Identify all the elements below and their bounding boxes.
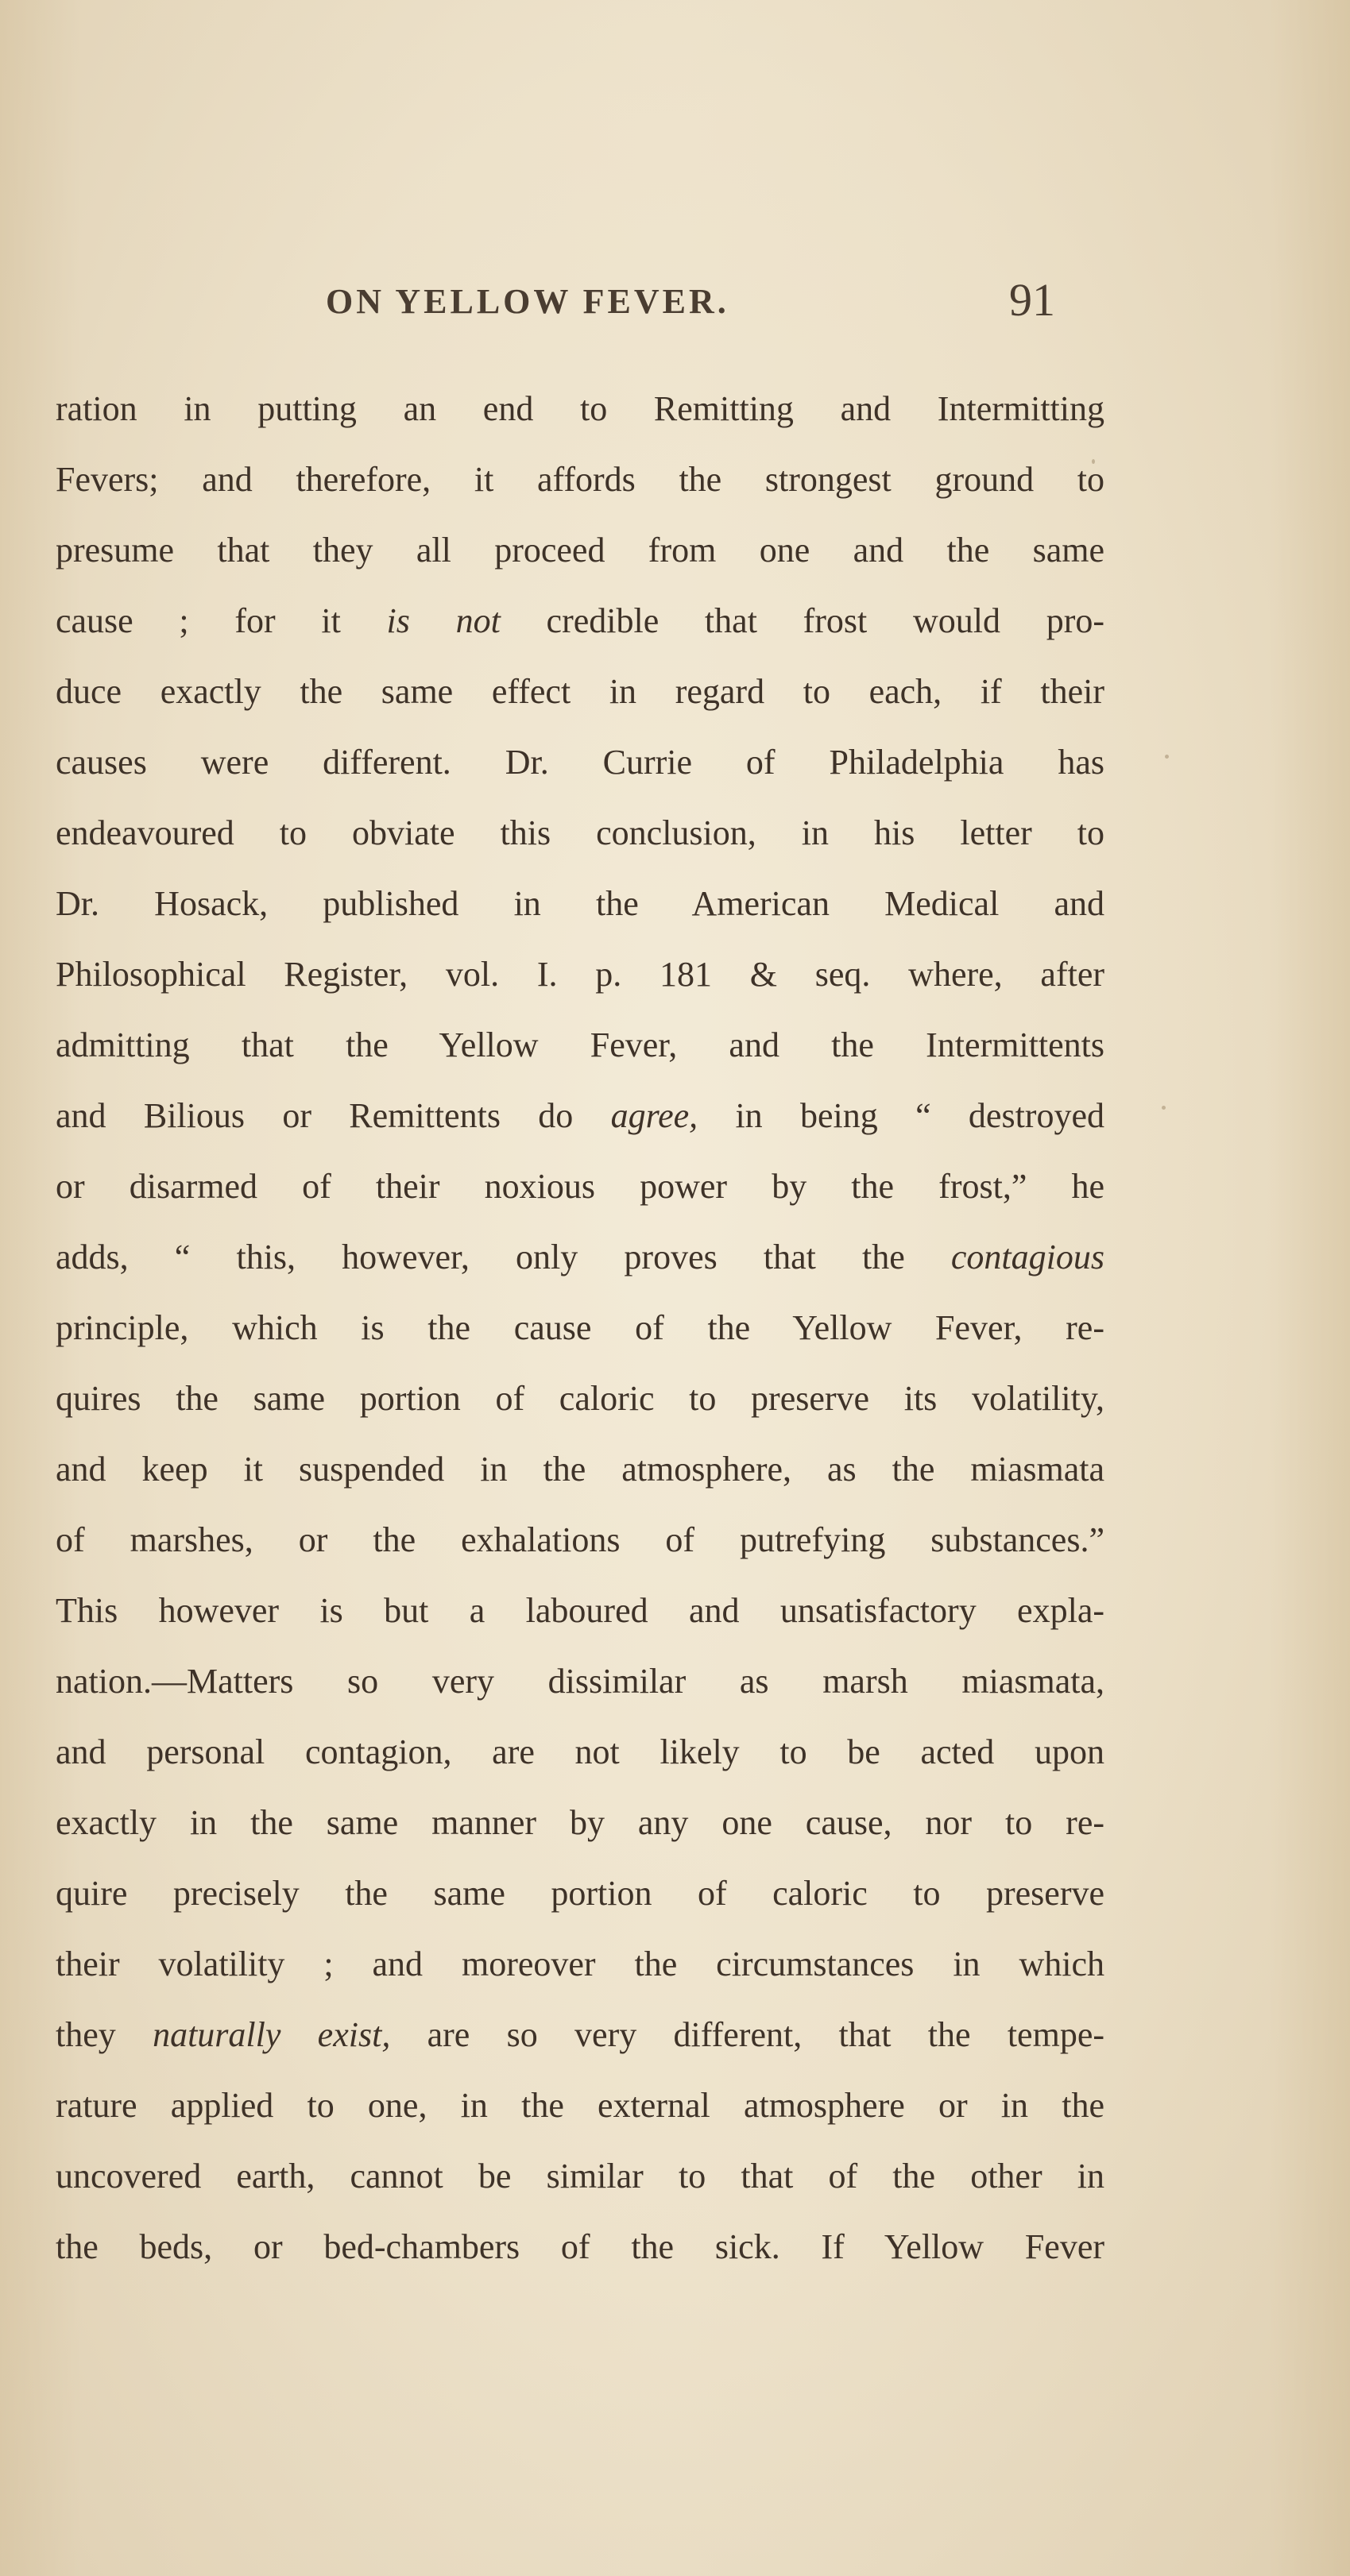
running-head: [0, 274, 1350, 327]
text-line: [56, 1999, 1104, 2070]
text-segment: presume that they all proceed from one and the same: [56, 531, 1104, 570]
text-line: [56, 515, 1104, 585]
text-line: [56, 1858, 1104, 1929]
paper-speck: [1092, 459, 1095, 464]
text-segment: and keep it suspended in the atmosphere, as the miasmata: [56, 1450, 1104, 1489]
text-segment: Dr. Hosack, published in the American Medical and: [56, 884, 1104, 923]
text-line: [56, 1151, 1104, 1222]
text-segment: nation.—Matters so very dissimilar as marsh miasmata,: [56, 1662, 1104, 1701]
running-title: ON YELLOW FEVER.: [326, 282, 729, 321]
text-line: [56, 2211, 1104, 2282]
text-line: [56, 1010, 1104, 1080]
text-line: [56, 1646, 1104, 1717]
text-segment: Fevers; and therefore, it affords the strongest ground to: [56, 460, 1104, 499]
text-segment: and Bilious or Remittents do: [56, 1096, 611, 1135]
paper-speck: [1165, 755, 1169, 759]
text-line: [56, 1080, 1104, 1151]
text-line: [56, 1717, 1104, 1787]
text-segment: uncovered earth, cannot be similar to that of the other in: [56, 2157, 1104, 2196]
text-segment: rature applied to one, in the external atmosphere or in the: [56, 2086, 1104, 2125]
text-line: [56, 1363, 1104, 1434]
text-line: [56, 656, 1104, 727]
text-line: [56, 1292, 1104, 1363]
text-segment: in being “ destroyed: [698, 1096, 1104, 1135]
italic-text: contagious: [950, 1238, 1104, 1276]
text-segment: Philosophical Register, vol. I. p. 181 & seq. where, after: [56, 955, 1104, 994]
text-line: [56, 1434, 1104, 1504]
text-segment: exactly in the same manner by any one cause, nor to re-: [56, 1803, 1104, 1842]
text-segment: adds, “ this, however, only proves that the: [56, 1238, 951, 1276]
text-segment: principle, which is the cause of the Yellow Fever, re-: [56, 1308, 1104, 1347]
text-segment: and personal contagion, are not likely to be acted upon: [56, 1732, 1104, 1771]
text-segment: they: [56, 2015, 153, 2054]
text-segment: causes were different. Dr. Currie of Philadelphia has: [56, 743, 1104, 782]
text-line: [56, 444, 1104, 515]
text-segment: This however is but a laboured and unsatisfactory expla-: [56, 1591, 1104, 1630]
text-line: [56, 1504, 1104, 1575]
text-line: [56, 1575, 1104, 1646]
italic-text: is not: [386, 601, 501, 640]
text-segment: their volatility ; and moreover the circumstances in which: [56, 1945, 1104, 1983]
text-segment: the beds, or bed-chambers of the sick. If Yellow Fever: [56, 2227, 1104, 2266]
text-line: [56, 373, 1104, 444]
text-line: [56, 798, 1104, 868]
text-segment: are so very different, that the tempe-: [390, 2015, 1104, 2054]
text-segment: or disarmed of their noxious power by the frost,” he: [56, 1167, 1104, 1206]
text-line: [56, 1929, 1104, 1999]
paper-speck: [1162, 1106, 1166, 1110]
text-segment: cause ; for it: [56, 601, 387, 640]
italic-text: naturally exist,: [153, 2015, 391, 2054]
text-segment: quires the same portion of caloric to preserve its volatility,: [56, 1379, 1104, 1418]
body-text: [56, 373, 1104, 2282]
text-line: [56, 2141, 1104, 2211]
text-line: [56, 1787, 1104, 1858]
text-segment: admitting that the Yellow Fever, and the Intermittents: [56, 1025, 1104, 1064]
text-segment: ration in putting an end to Remitting and Intermitting: [56, 389, 1104, 428]
text-line: [56, 2070, 1104, 2141]
text-line: [56, 1222, 1104, 1292]
italic-text: agree,: [610, 1096, 698, 1135]
text-segment: quire precisely the same portion of caloric to preserve: [56, 1874, 1104, 1913]
text-line: [56, 939, 1104, 1010]
page-number: 91: [1009, 274, 1055, 326]
text-segment: endeavoured to obviate this conclusion, in his letter to: [56, 813, 1104, 852]
text-segment: of marshes, or the exhalations of putrefying substances.”: [56, 1520, 1104, 1559]
text-segment: duce exactly the same effect in regard to each, if their: [56, 672, 1104, 711]
text-line: [56, 585, 1104, 656]
text-segment: credible that frost would pro-: [500, 601, 1105, 640]
text-line: [56, 727, 1104, 798]
text-line: [56, 868, 1104, 939]
